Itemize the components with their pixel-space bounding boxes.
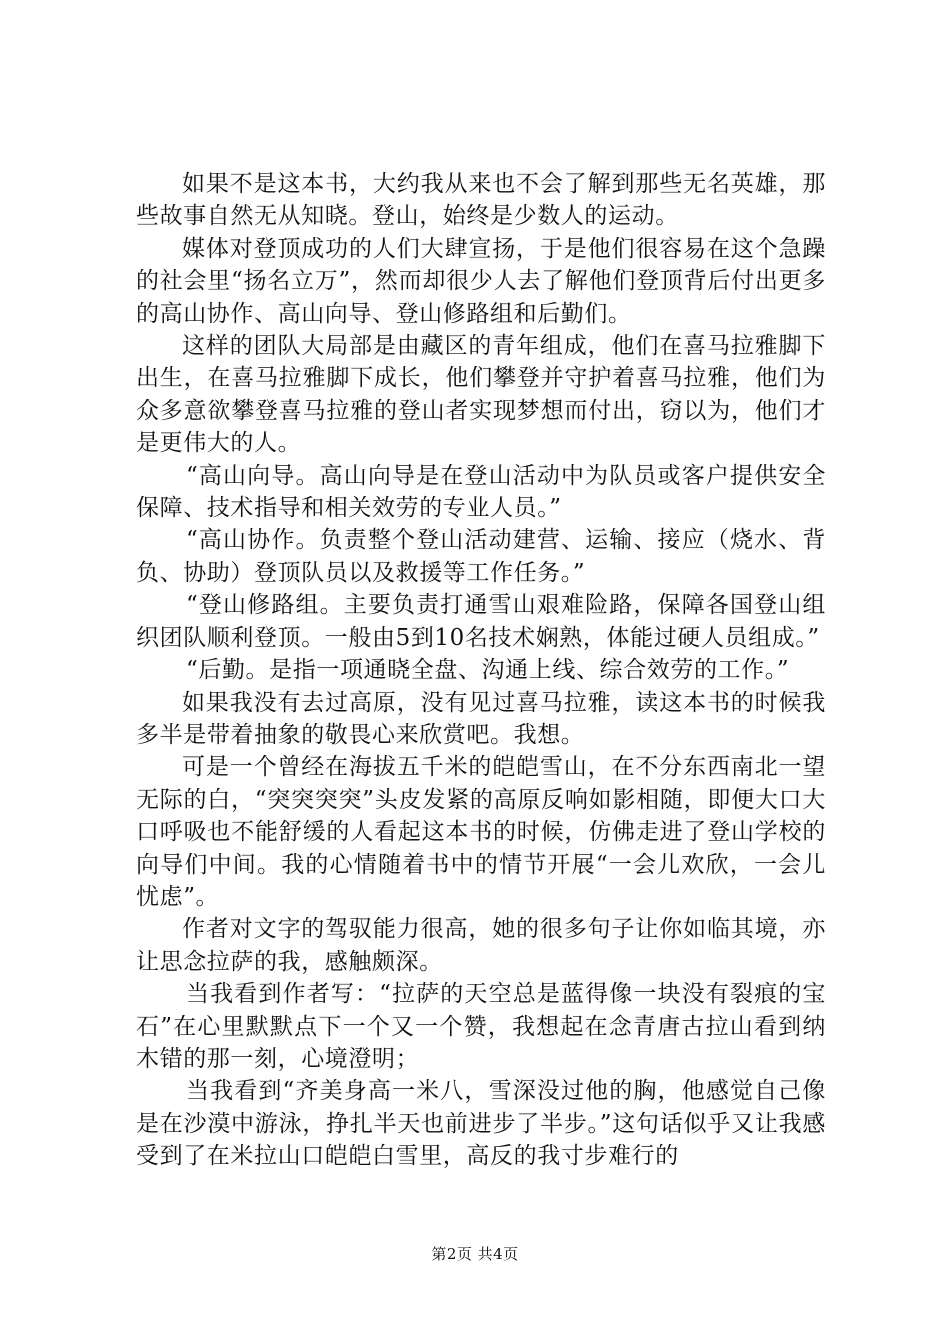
page-footer: 第2页 共4页 — [431, 1245, 519, 1263]
paragraph-4: “高山向导。高山向导是在登山活动中为队员或客户提供安全保障、技术指导和相关效劳的专业人员。” — [136, 462, 826, 522]
paragraph-9: 可是一个曾经在海拔五千米的皑皑雪山，在不分东西南北一望无际的白，“突突突突”头皮发紧的高原反响如影相随，即便大口大口呼吸也不能舒缓的人看起这本书的时候，仿佛走进了登山学校的向导们中间。我的心情随着书中的情节开展“一会儿欢欣，一会儿忧虑”。 — [136, 754, 826, 910]
paragraph-11: 当我看到作者写：“拉萨的天空总是蓝得像一块没有裂痕的宝石”在心里默默点下一个又一个赞，我想起在念青唐古拉山看到纳木错的那一刻，心境澄明； — [136, 981, 826, 1072]
paragraph-5: “高山协作。负责整个登山活动建营、运输、接应（烧水、背负、协助）登顶队员以及救援等工作任务。” — [136, 527, 826, 586]
paragraph-2: 媒体对登顶成功的人们大肆宣扬，于是他们很容易在这个急躁的社会里“扬名立万”，然而却很少人去了解他们登顶背后付出更多的高山协作、高山向导、登山修路组和后勤们。 — [136, 235, 826, 327]
paragraph-10: 作者对文字的驾驭能力很高，她的很多句子让你如临其境，亦让思念拉萨的我，感触颇深。 — [136, 916, 826, 975]
body-text — [136, 168, 826, 1173]
paragraph-7: “后勤。是指一项通晓全盘、沟通上线、综合效劳的工作。” — [186, 657, 790, 684]
paragraph-6: “登山修路组。主要负责打通雪山艰难险路，保障各国登山组织团队顺利登顶。一般由5到10名技术娴熟，体能过硬人员组成。” — [136, 592, 826, 651]
paragraph-8: 如果我没有去过高原，没有见过喜马拉雅，读这本书的时候我多半是带着抽象的敬畏心来欣赏吧。我想。 — [136, 689, 826, 748]
paragraph-1: 如果不是这本书，大约我从来也不会了解到那些无名英雄，那些故事自然无从知晓。登山，始终是少数人的运动。 — [136, 171, 826, 230]
paragraph-3: 这样的团队大局部是由藏区的青年组成，他们在喜马拉雅脚下出生，在喜马拉雅脚下成长，他们攀登并守护着喜马拉雅，他们为众多意欲攀登喜马拉雅的登山者实现梦想而付出，窃以为，他们才是更伟大的人。 — [136, 333, 826, 457]
paragraph-12: 当我看到“齐美身高一米八，雪深没过他的胸，他感觉自己像是在沙漠中游泳，挣扎半天也前进步了半步。”这句话似乎又让我感受到了在米拉山口皑皑白雪里，高反的我寸步难行的 — [136, 1078, 826, 1170]
